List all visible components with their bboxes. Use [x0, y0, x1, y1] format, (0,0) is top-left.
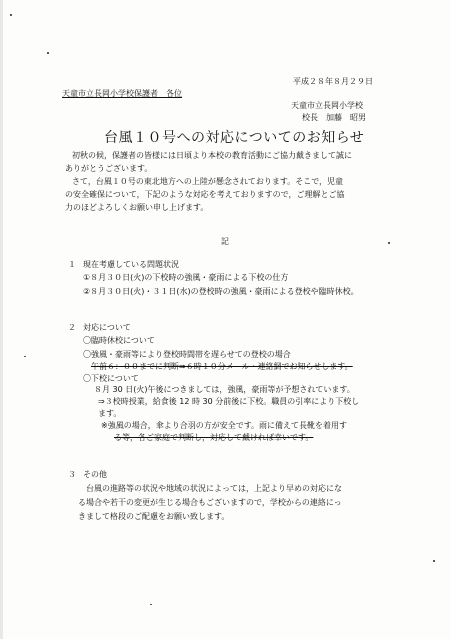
scan-speck: [10, 14, 12, 16]
page-title: 台風１０号への対応についてのお知らせ: [104, 130, 365, 146]
intro-line: の安全確保について，下記のような対応を考えておりますので，ご理解とご協: [65, 190, 345, 199]
scan-edge: [0, 0, 3, 639]
intro-line: 初秋の候，保護者の皆様には日頃より本校の教育活動にご協力戴きまして誠に: [72, 151, 352, 160]
intro-line: 力のほどよろしくお願い申し上げます。: [65, 203, 209, 212]
section-1-item: ②８月３０日(火)・３１日(水)の登校時の強風・豪雨による登校や臨時休校。: [83, 287, 359, 296]
ki-heading: 記: [221, 237, 229, 246]
section-3-title: その他: [83, 470, 107, 479]
section-2-line: 〇臨時休校について: [83, 336, 155, 345]
intro-line: ありがとうございます。: [65, 164, 153, 173]
section-2-line: 午前６：００までに判断⇒６時１０分メール・連絡網でお知らせします。: [91, 362, 353, 371]
section-3-line: 台風の進路等の状況や地域の状況によっては，上記より早めの対応にな: [86, 484, 342, 493]
section-3-line: きまして格段のご配慮をお願い致します。: [78, 512, 230, 521]
scan-speck: [388, 242, 390, 244]
addressee: 天童市立長岡小学校保護者 各位: [62, 89, 182, 98]
scan-speck: [433, 560, 435, 562]
section-1-number: １: [68, 260, 76, 269]
sender-school: 天童市立長岡小学校: [291, 101, 363, 110]
section-2-line: ８月 30 日(火)午後につきましては，強風，豪雨等が予想されています。: [94, 385, 355, 394]
section-2-line: る等，各ご家庭で判断し，対応して戴ければ幸いです。: [114, 433, 314, 442]
section-1-item: ①８月３０日(火)の下校時の強風・豪雨による下校の仕方: [83, 273, 289, 282]
section-2-line: 〇強風・豪雨等により登校時間帯を遅らせての登校の場合: [83, 350, 291, 359]
sender-principal: 校長 加藤 昭男: [302, 113, 366, 122]
section-3-line: る場合や若干の変更が生じる場合もございますので，学校からの連絡にっ: [78, 498, 342, 507]
scan-speck: [150, 604, 152, 605]
section-2-line: 〇下校について: [83, 374, 139, 383]
section-2-line: ※強風の場合，傘より合羽の方が安全です。雨に備えて長靴を着用す: [101, 421, 348, 430]
scan-speck: [24, 356, 26, 357]
intro-line: さて，台風１０号の東北地方への上陸が懸念されております。そこで，児童: [72, 177, 344, 186]
section-3-number: ３: [68, 470, 76, 479]
scan-speck: [47, 52, 49, 54]
section-1-title: 現在考慮している問題状況: [83, 260, 179, 269]
section-2-line: ⇒３校時授業，給食後 12 時 30 分前後に下校。職員の引率により下校し: [98, 397, 360, 406]
section-2-number: ２: [68, 323, 76, 332]
date: 平成２８年８月２９日: [293, 77, 373, 86]
section-2-title: 対応について: [83, 323, 131, 332]
section-2-line: ます。: [98, 409, 122, 418]
